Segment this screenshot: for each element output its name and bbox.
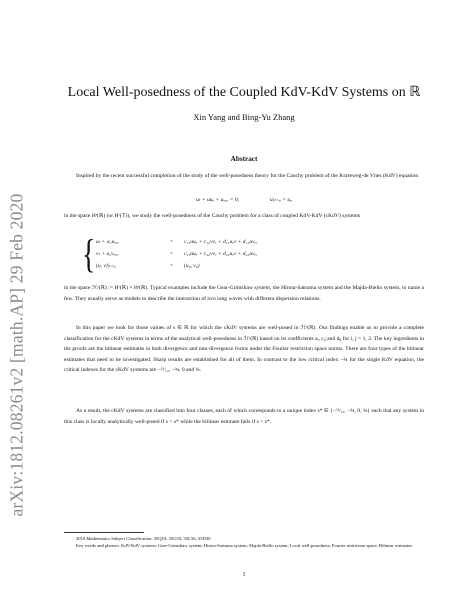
system-row-lhs: uₜ + a₁uₓₓₓ (96, 239, 119, 245)
kdv-equation-lhs: uₜ + uuₓ + uₓₓₓ = 0, (195, 197, 240, 203)
system-row-equals: = (170, 263, 174, 269)
system-row (96, 263, 416, 272)
kdv-equation-initial-condition: u|ₜ₌₀ = u₀ (269, 197, 293, 203)
abstract-paragraph-2: in the space Hˢ(ℝ) (or Hˢ(𝕋)), we study the well-posedness of the Cauchy problem for a class of coupled KdV-KdV (cKdV) systems (64, 213, 360, 219)
system-row-equals: = (170, 239, 174, 245)
paper-page (64, 0, 424, 613)
keywords-footnote: Key words and phrases. KdV-KdV systems; Gear-Grimshaw system; Hirota-Satsuma system; Majda-Biello system; Local well-posedness; Fourier restriction space; Bilinear estimates. (76, 543, 414, 548)
kdv-equation (64, 197, 424, 203)
arxiv-stamp (4, 140, 30, 570)
abstract-paragraph-4: In this paper we look for those values of s ∈ ℝ for which the cKdV systems are well-posed in ℋˢ(ℝ). Our findings enable us to provide a complete classification for the cKdV systems in terms of the analytical well-posedness in ℋˢ(ℝ) based on its coefficients aᵢ, cᵢⱼ and dᵢⱼ for i, j = 1, 2. The key ingredients in the proofs are the bilinear estimates in both divergence and non-divergence forms under the Fourier restriction space norms. There are four types of the bilinear estimates that need to be investigated. Sharp results are established for all of them. In contrast to the low critical index −¾ for the single KdV equation, the critical indexes for the cKdV systems are −¹³⁄₁₂, −¾, 0 and ¾. (64, 325, 424, 373)
paper-authors: Xin Yang and Bing-Yu Zhang (193, 112, 295, 122)
system-row-lhs: (u, v)|ₜ₌₀ (96, 263, 116, 269)
ckdv-system (82, 231, 412, 276)
abstract-paragraph-1: Inspired by the recent successful completion of the study of the well-posedness theory for the Cauchy problem of the Korteweg-de Vries (KdV) equation (76, 173, 419, 179)
page-number: 1 (242, 572, 246, 578)
abstract-paragraph-5: As a result, the cKdV systems are classified into four classes, each of which corresponds to a unique index s* ∈ {−¹³⁄₁₂, −¾, 0, ¾} such that any system in this class is locally analytically well-posed if s > s* while the bilinear estimate fails if s < s*. (64, 408, 424, 425)
arxiv-identifier: arXiv:1812.08261v2 [math.AP] 29 Feb 2020 (6, 193, 27, 517)
system-row-lhs: vₜ + a₂vₓₓₓ (96, 251, 119, 257)
system-row (96, 239, 416, 248)
system-row-rhs: c₁₁uuₓ + c₁₂vvₓ + d₁₁uₓv + d₁₂uvₓ, (184, 239, 258, 245)
msc-footnote: 2010 Mathematics Subject Classification. 35Q53; 35G55; 35L56; 35D30. (76, 536, 212, 541)
system-row-rhs: (u₀, v₀) (184, 263, 200, 269)
abstract-paragraph-3: in the space ℋˢ(ℝ) := Hˢ(ℝ) × Hˢ(ℝ). Typical examples include the Gear-Grimshaw system, the Hirota-Satsuma system and the Majda-Biello system, to name a few. They usually serve as models to describe the interaction of two long waves with different dispersion relations. (64, 285, 424, 302)
system-row (96, 251, 416, 260)
paper-title: Local Well-posedness of the Coupled KdV-KdV Systems on ℝ (67, 85, 421, 100)
system-brace: { (82, 231, 96, 276)
system-row-equals: = (170, 251, 174, 257)
system-row-rhs: c₂₁uuₓ + c₂₂vvₓ + d₂₁uₓv + d₂₂uvₓ, (184, 251, 258, 257)
abstract-heading: Abstract (230, 155, 258, 163)
footnote-divider (64, 532, 144, 533)
